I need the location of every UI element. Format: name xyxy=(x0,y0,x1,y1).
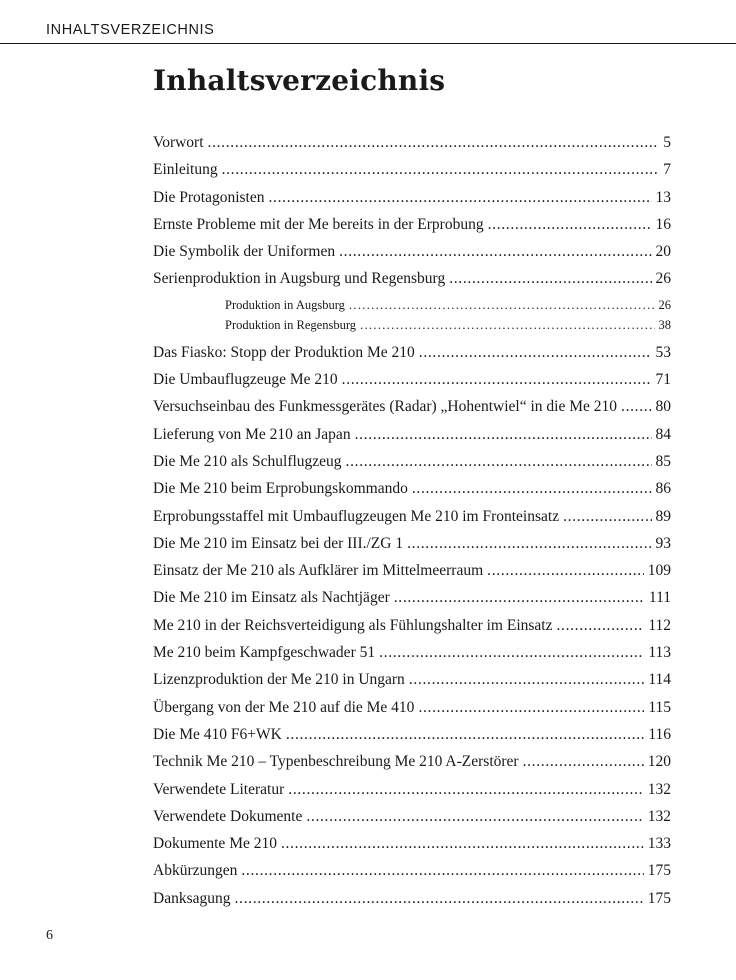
dot-leader xyxy=(379,644,644,662)
toc-entry-danksagung[interactable] xyxy=(153,890,671,917)
toc-entry-label: Lizenzproduktion der Me 210 in Ungarn xyxy=(153,671,405,689)
toc-entry-label: Erprobungsstaffel mit Umbauflugzeugen Me 210 im Fronteinsatz xyxy=(153,507,560,525)
toc-entry-page: 20 xyxy=(655,243,671,261)
toc-entry-label: Produktion in Regensburg xyxy=(225,317,357,332)
dot-leader xyxy=(621,398,651,416)
dot-leader xyxy=(241,862,643,880)
toc-subentry-augsburg[interactable] xyxy=(153,298,671,318)
dot-leader xyxy=(269,189,652,207)
toc-entry-page: 80 xyxy=(655,398,671,416)
dot-leader xyxy=(288,781,643,799)
dot-leader xyxy=(418,699,644,717)
toc-entry-page: 26 xyxy=(655,270,671,288)
toc-entry-uebergang[interactable] xyxy=(153,699,671,726)
toc-entry-schulflugzeug[interactable] xyxy=(153,453,671,480)
toc-entry-page: 175 xyxy=(647,862,671,880)
toc-entry-label: Die Me 210 als Schulflugzeug xyxy=(153,452,342,470)
toc-entry-page: 16 xyxy=(655,215,671,233)
toc-entry-lizenzproduktion[interactable] xyxy=(153,671,671,698)
dot-leader xyxy=(306,808,643,826)
dot-leader xyxy=(488,216,652,234)
toc-entry-versuchseinbau[interactable] xyxy=(153,398,671,425)
toc-entry-label: Produktion in Augsburg xyxy=(225,297,345,312)
dot-leader xyxy=(286,726,644,744)
toc-entry-page: 109 xyxy=(647,562,671,580)
toc-entry-technik[interactable] xyxy=(153,753,671,780)
toc-subentry-regensburg[interactable] xyxy=(153,318,671,338)
toc-entry-page: 111 xyxy=(648,589,671,607)
running-header: INHALTSVERZEICHNIS xyxy=(46,22,215,38)
dot-leader xyxy=(409,671,645,689)
toc-entry-label: Verwendete Literatur xyxy=(153,780,285,798)
toc-entry-einleitung[interactable] xyxy=(153,161,671,188)
dot-leader xyxy=(281,835,644,853)
toc-entry-label: Serienproduktion in Augsburg und Regensburg xyxy=(153,270,446,288)
toc-entry-page: 133 xyxy=(647,835,671,853)
toc-entry-vorwort[interactable] xyxy=(153,134,671,161)
dot-leader xyxy=(412,480,652,498)
toc-entry-page: 113 xyxy=(648,644,671,662)
toc-entry-symbolik[interactable] xyxy=(153,243,671,270)
dot-leader xyxy=(563,508,651,526)
toc-entry-page: 175 xyxy=(647,889,671,907)
toc-entry-label: Verwendete Dokumente xyxy=(153,807,303,825)
toc-entry-page: 114 xyxy=(648,671,671,689)
dot-leader xyxy=(339,243,651,261)
toc-entry-label: Technik Me 210 – Typenbeschreibung Me 210 A-Zerstörer xyxy=(153,753,519,771)
header-divider xyxy=(0,43,736,44)
toc-entry-reichsverteidigung[interactable] xyxy=(153,617,671,644)
toc-entry-label: Die Symbolik der Uniformen xyxy=(153,243,336,261)
toc-entry-kampfgeschwader[interactable] xyxy=(153,644,671,671)
toc-entry-label: Einleitung xyxy=(153,161,218,179)
dot-leader xyxy=(346,453,652,471)
toc-entry-label: Dokumente Me 210 xyxy=(153,835,277,853)
toc-entry-einsatz-zg1[interactable] xyxy=(153,535,671,562)
dot-leader xyxy=(349,298,655,313)
dot-leader xyxy=(523,753,644,771)
toc-entry-page: 26 xyxy=(658,297,671,312)
toc-entry-label: Ernste Probleme mit der Me bereits in der Erprobung xyxy=(153,215,484,233)
toc-entry-literatur[interactable] xyxy=(153,781,671,808)
toc-entry-page: 132 xyxy=(647,780,671,798)
toc-entry-me410[interactable] xyxy=(153,726,671,753)
dot-leader xyxy=(419,344,652,362)
toc-entry-label: Die Me 210 im Einsatz als Nachtjäger xyxy=(153,589,390,607)
toc-entry-label: Das Fiasko: Stopp der Produktion Me 210 xyxy=(153,343,415,361)
toc-entry-serienproduktion[interactable] xyxy=(153,270,671,297)
dot-leader xyxy=(360,318,654,333)
toc-entry-erprobungsstaffel[interactable] xyxy=(153,508,671,535)
dot-leader xyxy=(342,371,652,389)
toc-entry-label: Danksagung xyxy=(153,889,231,907)
dot-leader xyxy=(487,562,644,580)
toc-entry-dokumente[interactable] xyxy=(153,808,671,835)
toc-entry-fiasko[interactable] xyxy=(153,344,671,371)
toc-entry-page: 115 xyxy=(648,698,671,716)
toc-entry-page: 132 xyxy=(647,807,671,825)
toc-entry-ernste-probleme[interactable] xyxy=(153,216,671,243)
toc-entry-page: 89 xyxy=(655,507,671,525)
dot-leader xyxy=(449,270,651,288)
toc-entry-page: 85 xyxy=(655,452,671,470)
page-title: Inhaltsverzeichnis xyxy=(153,64,446,97)
toc-entry-label: Einsatz der Me 210 als Aufklärer im Mittelmeerraum xyxy=(153,562,484,580)
toc-entry-page: 53 xyxy=(655,343,671,361)
dot-leader xyxy=(556,617,644,635)
toc-entry-label: Versuchseinbau des Funkmessgerätes (Radar) „Hohentwiel“ in die Me 210 xyxy=(153,398,618,416)
toc-entry-label: Vorwort xyxy=(153,134,204,151)
toc-entry-page: 84 xyxy=(655,425,671,443)
toc-entry-label: Die Umbauflugzeuge Me 210 xyxy=(153,371,338,389)
toc-entry-protagonisten[interactable] xyxy=(153,189,671,216)
toc-entry-erprobungskommando[interactable] xyxy=(153,480,671,507)
toc-entry-aufklaerer[interactable] xyxy=(153,562,671,589)
toc-entry-label: Me 210 beim Kampfgeschwader 51 xyxy=(153,644,376,662)
toc-entry-label: Die Me 210 beim Erprobungskommando xyxy=(153,480,408,498)
toc-entry-label: Abkürzungen xyxy=(153,862,238,880)
toc-entry-umbauflugzeuge[interactable] xyxy=(153,371,671,398)
toc-entry-nachtjaeger[interactable] xyxy=(153,589,671,616)
dot-leader xyxy=(355,426,652,444)
toc-entry-page: 86 xyxy=(655,480,671,498)
toc-entry-label: Die Me 210 im Einsatz bei der III./ZG 1 xyxy=(153,534,404,552)
table-of-contents xyxy=(153,134,671,917)
toc-entry-page: 7 xyxy=(663,161,671,179)
page-number: 6 xyxy=(46,928,53,943)
dot-leader xyxy=(222,161,660,179)
toc-entry-dokumente-me210[interactable] xyxy=(153,835,671,862)
toc-entry-label: Übergang von der Me 210 auf die Me 410 xyxy=(153,698,415,716)
toc-entry-page: 120 xyxy=(647,753,671,771)
toc-entry-label: Die Me 410 F6+WK xyxy=(153,725,282,743)
dot-leader xyxy=(208,134,660,152)
toc-entry-label: Me 210 in der Reichsverteidigung als Fühlungshalter im Einsatz xyxy=(153,616,553,634)
dot-leader xyxy=(394,589,645,607)
toc-entry-page: 112 xyxy=(648,616,671,634)
toc-entry-abkuerzungen[interactable] xyxy=(153,862,671,889)
toc-entry-label: Lieferung von Me 210 an Japan xyxy=(153,425,351,443)
dot-leader xyxy=(235,890,644,908)
toc-entry-page: 71 xyxy=(655,371,671,389)
toc-entry-page: 116 xyxy=(648,725,671,743)
toc-entry-page: 13 xyxy=(655,188,671,206)
toc-entry-label: Die Protagonisten xyxy=(153,188,265,206)
toc-entry-page: 5 xyxy=(663,134,671,151)
toc-entry-lieferung-japan[interactable] xyxy=(153,426,671,453)
toc-entry-page: 93 xyxy=(655,534,671,552)
dot-leader xyxy=(407,535,651,553)
toc-entry-page: 38 xyxy=(658,317,671,332)
